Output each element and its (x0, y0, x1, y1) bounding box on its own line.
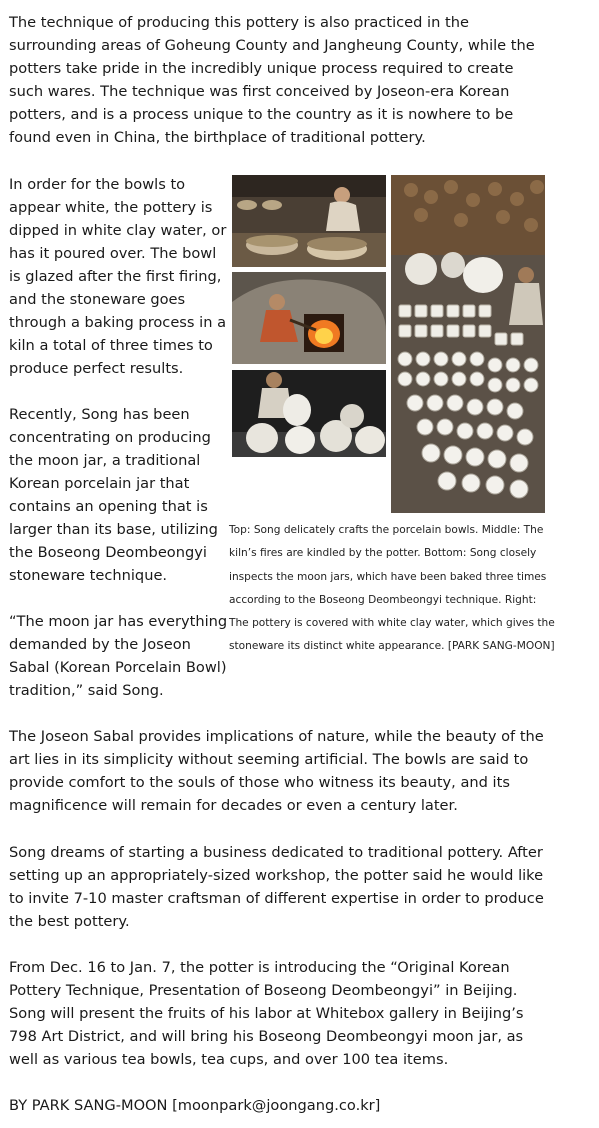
photo-crafting-bowls (232, 175, 386, 267)
photo-moon-jars (232, 370, 386, 457)
paragraph-joseon-sabal: The Joseon Sabal provides implications of nature, while the beauty of the art lies in its simplicity without seeming artificial. The bowls are said to provide comfort to the souls of those who witness its beauty, and its magnificence will remain for decades or even a century later. (9, 728, 544, 814)
photo-kiln-fire (232, 272, 386, 364)
paragraph-quote: “The moon jar has everything demanded by the Joseon Sabal (Korean Porcelain Bowl) tradition,” said Song. (9, 613, 228, 699)
paragraph-exhibition: From Dec. 16 to Jan. 7, the potter is introducing the “Original Korean Pottery Technique, Presentation of Boseong Deombeongyi” in Beijing. Song will present the fruits of his labor at Whitebox gallery in Beijing’s 798 Art District, and will bring his Boseong Deombeongyi moon jar, as well as various tea bowls, tea cups, and over 100 tea items. (9, 959, 524, 1068)
paragraph-intro: The technique of producing this pottery is also practiced in the surrounding areas of Goheung County and Jangheung County, while the potters take pride in the incredibly unique process required to create such wares. The technique was first conceived by Joseon-era Korean potters, and is a process unique to the country as it is nowhere to be found even in China, the birthplace of traditional pottery. (9, 14, 535, 146)
byline: BY PARK SANG-MOON [moonpark@joongang.co.kr] (9, 1097, 381, 1114)
photo-white-pottery (391, 175, 545, 513)
photo-caption: Top: Song delicately crafts the porcelain bowls. Middle: The kiln’s fires are kindled by the potter. Bottom: Song closely inspects the moon jars, which have been baked three times according to the Boseong Deombeongyi technique. Right: The pottery is covered with white clay water, which gives the stoneware its distinct white appearance. [PARK SANG-MOON] (229, 524, 555, 653)
paragraph-moon-jar: Recently, Song has been concentrating on producing the moon jar, a traditional Korean porcelain jar that contains an opening that is larger than its base, utilizing the Boseong Deombeongyi stoneware technique. (9, 406, 218, 584)
paragraph-white-clay: In order for the bowls to appear white, the pottery is dipped in white clay water, or has it poured over. The bowl is glazed after the first firing, and the stoneware goes through a baking process in a kiln a total of three times to produce perfect results. (9, 176, 227, 377)
paragraph-business-plan: Song dreams of starting a business dedicated to traditional pottery. After setting up an appropriately-sized workshop, the potter said he would like to invite 7-10 master craftsman of different expertise in order to produce the best pottery. (9, 844, 544, 930)
